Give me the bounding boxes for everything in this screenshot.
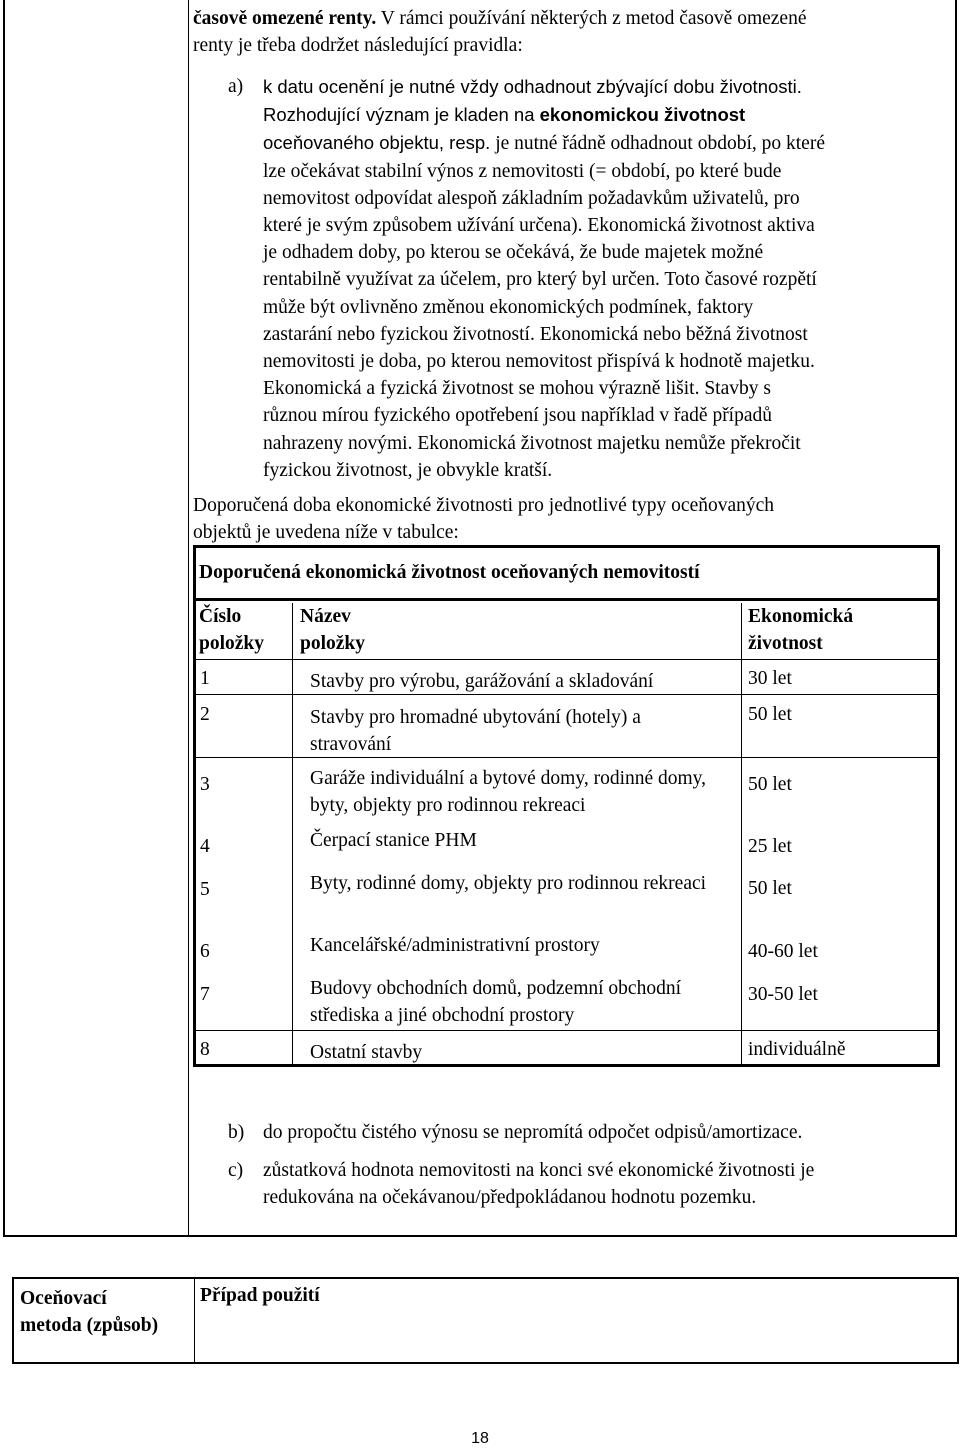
header-name <box>300 603 365 657</box>
row-name: Kancelářské/administrativní prostory <box>310 935 600 956</box>
intro-paragraph <box>193 5 938 59</box>
row-number: 7 <box>200 984 210 1005</box>
item-a-line: Ekonomická a fyzická životnost se mohou výrazně lišit. Stavby s <box>263 378 771 400</box>
method-header-l2: metoda (způsob) <box>20 1315 159 1336</box>
item-a-line: různou mírou fyzického opotřebení jsou například v řadě případů <box>263 405 773 427</box>
method-table <box>12 1277 959 1364</box>
item-a-line: může být ovlivněno změnou ekonomických podmínek, faktory <box>263 296 754 318</box>
header-lifetime-l2: životnost <box>748 633 823 654</box>
row-lifetime: individuálně <box>748 1039 846 1060</box>
item-a-line: nahrazeny novými. Ekonomická životnost majetku nemůže překročit <box>263 432 801 454</box>
item-a-line3-pre: oceňovaného objektu, resp. <box>263 132 491 154</box>
row-number: 1 <box>200 668 210 689</box>
item-a-line: fyzickou životnost, je obvykle kratší. <box>263 459 553 481</box>
item-a-line: nemovitosti je doba, po kterou nemovitost přispívá k hodnotě majetku. <box>263 351 815 373</box>
row-name: Stavby pro hromadné ubytování (hotely) a stravování <box>310 707 641 755</box>
row-name: Budovy obchodních domů, podzemní obchodní střediska a jiné obchodní prostory <box>310 978 681 1026</box>
body-col-divider <box>741 659 742 1064</box>
item-a-line2-bold: ekonomickou životnost <box>539 104 746 126</box>
row-name: Ostatní stavby <box>310 1042 423 1063</box>
row-lifetime: 50 let <box>748 704 792 725</box>
header-divider <box>196 659 937 660</box>
header-col-divider <box>292 603 293 660</box>
usage-column-header: Případ použití <box>200 1285 320 1306</box>
list-item-b <box>228 1119 948 1146</box>
table-intro-paragraph <box>193 492 938 546</box>
row-name: Čerpací stanice PHM <box>310 830 477 851</box>
method-column-header <box>20 1285 158 1339</box>
page-number: 18 <box>471 1430 489 1447</box>
list-marker-b: b) <box>228 1122 245 1143</box>
header-name-l2: položky <box>300 633 366 654</box>
row-divider <box>196 757 937 758</box>
row-lifetime: 30 let <box>748 668 792 689</box>
item-c-line1: zůstatková hodnota nemovitosti na konci své ekonomické životnosti je <box>263 1160 815 1181</box>
row-number: 8 <box>200 1039 210 1060</box>
row-lifetime: 50 let <box>748 774 792 795</box>
intro-bold-lead: časově omezené renty. <box>193 8 377 29</box>
item-c-line2: redukována na očekávanou/předpokládanou hodnotu pozemku. <box>263 1187 757 1208</box>
row-name: Stavby pro výrobu, garážování a skladování <box>310 671 654 692</box>
left-column-divider <box>188 0 189 1235</box>
list-marker-c: c) <box>228 1160 244 1181</box>
item-a-line: které je svým způsobem užívání určena). Ekonomická životnost aktiva <box>263 215 815 237</box>
method-table-divider <box>194 1279 195 1362</box>
table-title: Doporučená ekonomická životnost oceňovaných nemovitostí <box>199 562 700 583</box>
header-lifetime <box>748 603 853 657</box>
header-number-l2: položky <box>199 633 265 654</box>
row-lifetime: 50 let <box>748 878 792 899</box>
header-name-l1: Název <box>300 606 351 627</box>
item-b-text: do propočtu čistého výnosu se nepromítá odpočet odpisů/amortizace. <box>263 1122 803 1143</box>
header-number-l1: Číslo <box>199 606 242 627</box>
header-col-divider <box>741 603 742 660</box>
row-number: 2 <box>200 704 210 725</box>
body-col-divider <box>292 659 293 1064</box>
row-divider <box>196 1030 937 1031</box>
para2-line2: objektů je uvedena níže v tabulce: <box>193 522 459 543</box>
lifetime-table <box>193 545 940 1067</box>
row-lifetime: 25 let <box>748 836 792 857</box>
method-header-l1: Oceňovací <box>20 1288 107 1309</box>
item-a-line1: k datu ocenění je nutné vždy odhadnout zbývající dobu životnosti. <box>263 76 802 97</box>
row-number: 3 <box>200 774 210 795</box>
item-a-line: lze očekávat stabilní výnos z nemovitosti (= období, po které bude <box>263 160 782 182</box>
item-a-line2-pre: Rozhodující význam je kladen na <box>263 104 540 126</box>
table-title-divider <box>196 598 937 601</box>
row-lifetime: 40-60 let <box>748 941 818 962</box>
row-lifetime: 30-50 let <box>748 984 818 1005</box>
list-marker-a: a) <box>228 76 244 97</box>
intro-rest-line1: V rámci používání některých z metod časově omezené <box>376 8 807 29</box>
para2-line1: Doporučená doba ekonomické životnosti pro jednotlivé typy oceňovaných <box>193 495 775 516</box>
item-a-line: nemovitost odpovídat alespoň základním požadavkům uživatelů, pro <box>263 187 800 209</box>
row-number: 6 <box>200 941 210 962</box>
header-lifetime-l1: Ekonomická <box>748 606 854 627</box>
list-item-c <box>228 1157 948 1211</box>
row-name: Byty, rodinné domy, objekty pro rodinnou rekreaci <box>310 873 707 894</box>
item-a-line: rentabilně využívat za účelem, pro který byl určen. Toto časové rozpětí <box>263 269 817 291</box>
row-divider <box>196 694 937 695</box>
item-a-line: je odhadem doby, po kterou se očekává, že bude majetek možné <box>263 242 764 264</box>
list-item-a <box>228 73 948 484</box>
row-number: 5 <box>200 879 210 900</box>
item-a-line3-post: je nutné řádně odhadnout období, po které <box>490 133 825 155</box>
item-a-line: zastarání nebo fyzickou životností. Ekonomická nebo běžná životnost <box>263 323 808 345</box>
header-number <box>199 603 264 657</box>
row-name: Garáže individuální a bytové domy, rodinné domy, byty, objekty pro rodinnou rekreaci <box>310 768 707 816</box>
intro-rest-line2: renty je třeba dodržet následující pravidla: <box>193 35 523 56</box>
row-number: 4 <box>200 836 210 857</box>
